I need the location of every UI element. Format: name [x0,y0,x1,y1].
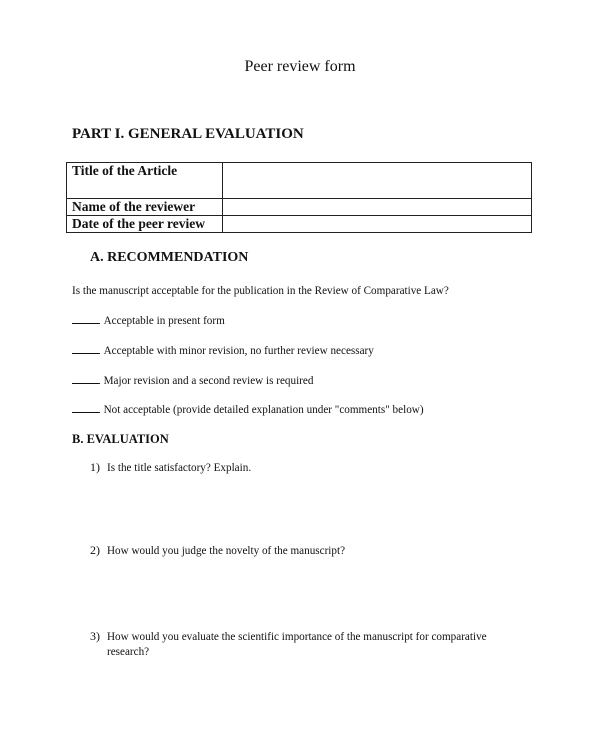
option-label: Acceptable in present form [103,313,225,327]
option-blank[interactable] [72,323,100,324]
question-text: Is the title satisfactory? Explain. [107,460,252,474]
table-row [67,163,532,199]
question-number: 3) [90,629,100,643]
option-blank[interactable] [72,412,100,413]
general-evaluation-table [66,162,532,233]
document-title: Peer review form [244,58,356,75]
option-item [72,313,225,328]
option-blank[interactable] [72,383,100,384]
question-number: 1) [90,460,100,474]
question-text: How would you evaluate the scientific importance of the manuscript for comparative [107,629,487,643]
question-number: 2) [90,543,100,557]
part1-heading: PART I. GENERAL EVALUATION [72,126,304,142]
option-label: Acceptable with minor revision, no further review necessary [103,343,374,357]
recommendation-heading: A. RECOMMENDATION [90,250,249,265]
question-text-continued: research? [107,644,150,658]
recommendation-question: Is the manuscript acceptable for the publication in the Review of Comparative Law? [72,283,449,297]
row-label: Date of the peer review [67,216,223,233]
question-text: How would you judge the novelty of the manuscript? [107,543,346,557]
option-blank[interactable] [72,353,100,354]
review-date-field[interactable] [223,216,532,233]
option-item [72,343,374,358]
row-label: Title of the Article [67,163,223,199]
option-label: Major revision and a second review is required [103,373,314,387]
row-label: Name of the reviewer [67,199,223,216]
reviewer-name-field[interactable] [223,199,532,216]
evaluation-heading: B. EVALUATION [72,432,169,446]
article-title-field[interactable] [223,163,532,199]
option-item [72,373,313,388]
option-item [72,402,424,417]
option-label: Not acceptable (provide detailed explanation under "comments" below) [103,402,424,416]
table-row [67,216,532,233]
table-row [67,199,532,216]
